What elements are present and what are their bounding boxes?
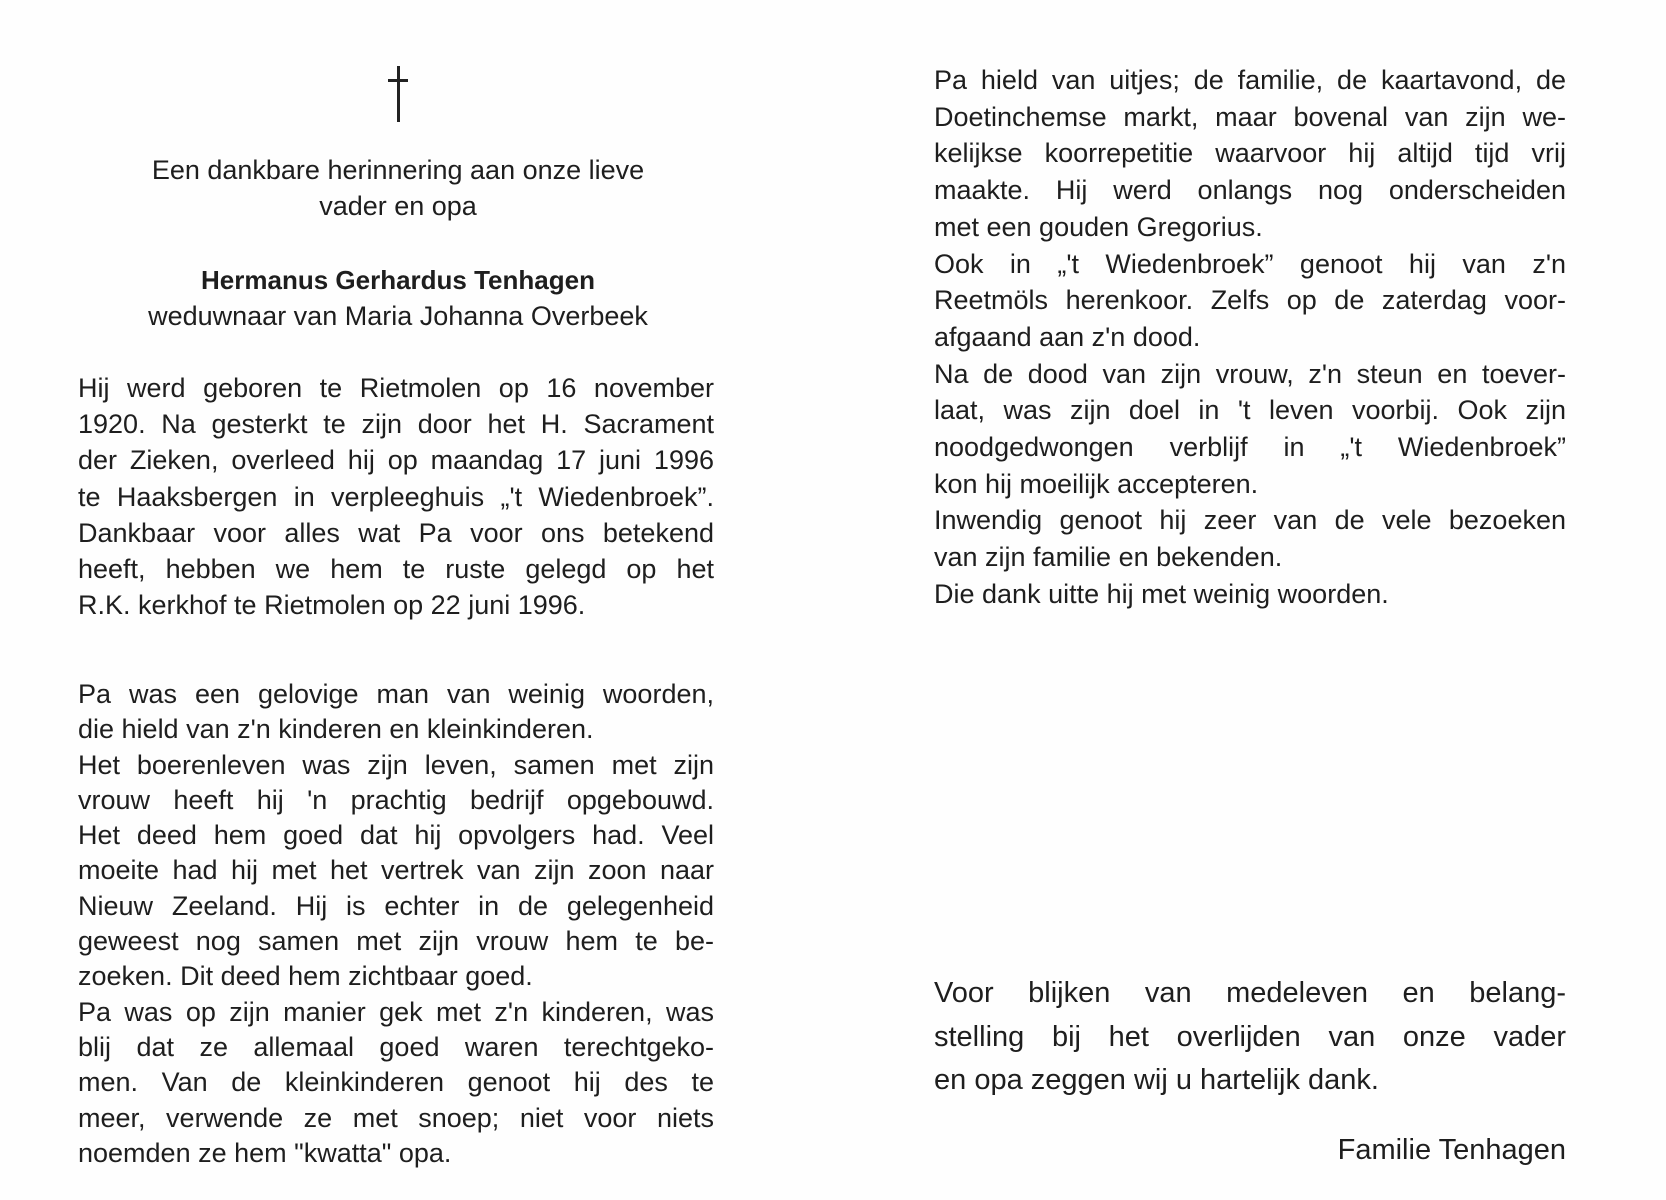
text-line: laat, was zijn doel in 't leven voorbij. Ook zijn	[934, 395, 1566, 426]
cross-horizontal-bar	[388, 79, 408, 82]
intro-line: Een dankbare herinnering aan onze lieve	[151, 155, 645, 185]
intro-line: vader en opa	[319, 191, 477, 221]
text-line: kon hij moeilijk accepteren.	[934, 468, 1259, 499]
text-line: kelijkse koorrepetitie waarvoor hij altijd tijd vrij	[934, 138, 1566, 169]
cross-icon	[388, 66, 408, 122]
thanks-text	[934, 972, 1566, 1103]
text-line: geweest nog samen met zijn vrouw hem te be-	[78, 926, 714, 957]
text-line: 1920. Na gesterkt te zijn door het H. Sacrament	[78, 409, 714, 440]
text-line: noemden ze hem "kwatta" opa.	[78, 1137, 452, 1168]
text-line: Reetmöls herenkoor. Zelfs op de zaterdag voor-	[934, 285, 1566, 316]
text-line: heeft, hebben we hem te ruste gelegd op het	[78, 554, 714, 585]
text-line: die hield van z'n kinderen en kleinkinderen.	[78, 714, 594, 745]
text-line: Het boerenleven was zijn leven, samen met zijn	[78, 749, 714, 780]
text-line: Voor blijken van medeleven en belang-	[934, 977, 1566, 1009]
text-line: te Haaksbergen in verpleeghuis „'t Wiedenbroek”.	[78, 481, 714, 512]
widower-line: weduwnaar van Maria Johanna Overbeek	[148, 301, 648, 331]
text-line: maakte. Hij werd onlangs nog onderscheiden	[934, 175, 1566, 206]
text-line: stelling bij het overlijden van onze vader	[934, 1020, 1566, 1053]
text-line: Inwendig genoot hij zeer van de vele bezoeken	[934, 505, 1566, 536]
text-line: en opa zeggen wij u hartelijk dank.	[934, 1064, 1379, 1096]
text-line: Hij werd geboren te Rietmolen op 16 november	[78, 373, 714, 403]
text-line: Pa hield van uitjes; de familie, de kaartavond, de	[934, 65, 1566, 95]
left-paragraph-1	[78, 370, 714, 623]
text-line: Nieuw Zeeland. Hij is echter in de gelegenheid	[78, 890, 714, 921]
text-line: der Zieken, overleed hij op maandag 17 juni 1996	[78, 445, 714, 476]
intro-text	[78, 152, 718, 224]
text-line: Die dank uitte hij met weinig woorden.	[934, 578, 1389, 609]
text-line: Het deed hem goed dat hij opvolgers had. Veel	[78, 820, 714, 851]
text-line: Ook in „'t Wiedenbroek” genoot hij van z'n	[934, 248, 1566, 279]
left-paragraph-2	[78, 677, 714, 1171]
text-line: Na de dood van zijn vrouw, z'n steun en toever-	[934, 358, 1566, 389]
text-line: Doetinchemse markt, maar bovenal van zijn we-	[934, 101, 1566, 132]
text-line: met een gouden Gregorius.	[934, 211, 1263, 242]
text-line: afgaand aan z'n dood.	[934, 321, 1201, 352]
text-line: van zijn familie en bekenden.	[934, 542, 1283, 573]
text-line: Pa was een gelovige man van weinig woorden,	[78, 679, 714, 709]
text-line: Pa was op zijn manier gek met z'n kinderen, was	[78, 996, 714, 1027]
text-line: R.K. kerkhof te Rietmolen op 22 juni 1996.	[78, 590, 586, 621]
signature: Familie Tenhagen	[1337, 1134, 1566, 1166]
text-line: men. Van de kleinkinderen genoot hij des te	[78, 1067, 714, 1098]
text-line: zoeken. Dit deed hem zichtbaar goed.	[78, 961, 533, 992]
text-line: blij dat ze allemaal goed waren terechtgeko-	[78, 1031, 714, 1062]
cross-vertical-bar	[397, 66, 400, 122]
deceased-name: Hermanus Gerhardus Tenhagen	[201, 265, 595, 295]
text-line: Dankbaar voor alles wat Pa voor ons betekend	[78, 517, 714, 548]
text-line: meer, verwende ze met snoep; niet voor niets	[78, 1102, 714, 1133]
text-line: vrouw heeft hij 'n prachtig bedrijf opgebouwd.	[78, 784, 714, 815]
text-line: noodgedwongen verblijf in „'t Wiedenbroek”	[934, 432, 1566, 463]
text-line: moeite had hij met het vertrek van zijn zoon naar	[78, 855, 714, 886]
right-paragraph	[934, 62, 1566, 613]
